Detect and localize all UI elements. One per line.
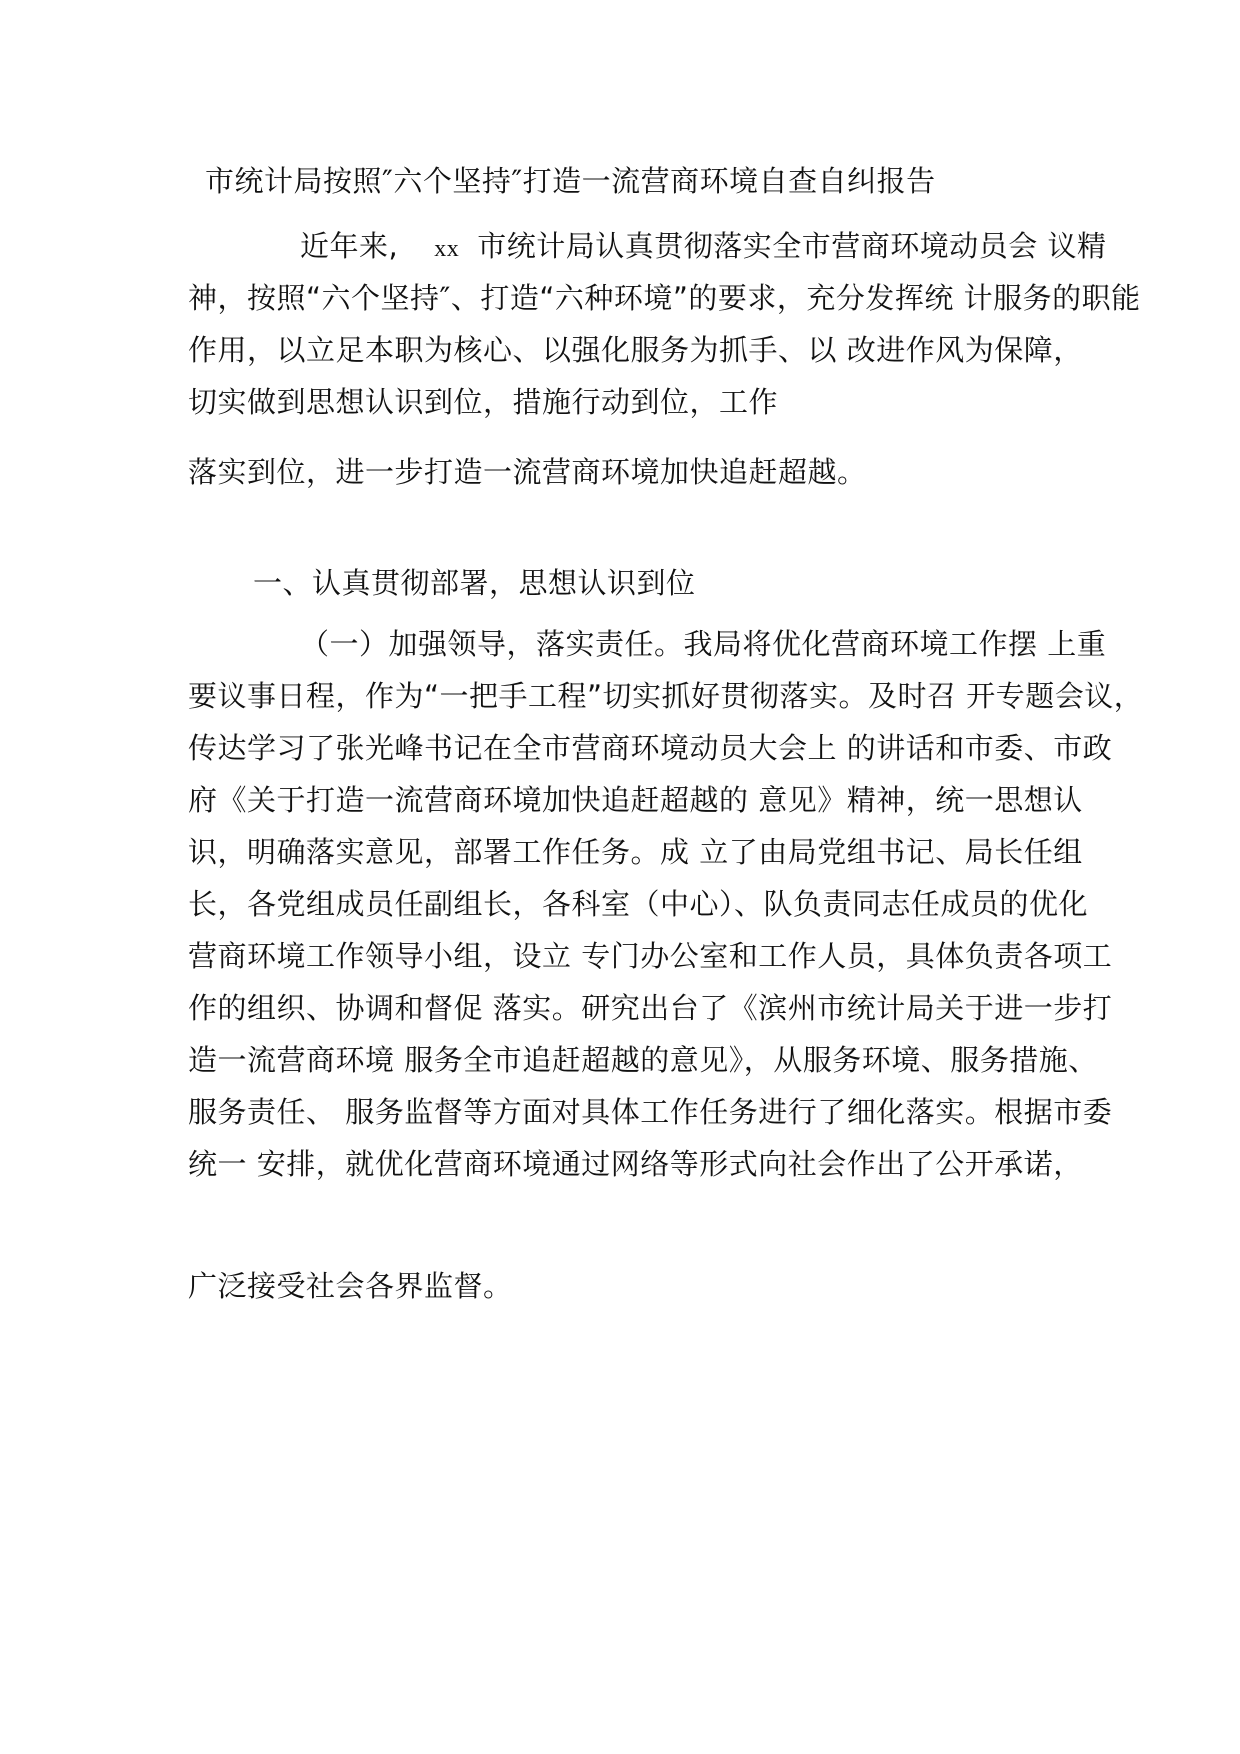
intro-line-3: 作用，以立足本职为核心、以强化服务为抓手、以 改进作风为保障，	[188, 333, 1083, 367]
body-line: 作的组织、协调和督促 落实。研究出台了《滨州市统计局关于进一步打	[188, 991, 1113, 1025]
document-title: 市统计局按照″六个坚持″打造一流营商环境自查自纠报告	[205, 164, 936, 198]
body-line: 要议事日程，作为“一把手工程”切实抓好贯彻落实。及时召 开专题会议，	[188, 679, 1144, 713]
body-line: 服务责任、 服务监督等方面对具体工作任务进行了细化落实。根据市委	[188, 1095, 1113, 1129]
section-heading: 一、认真贯彻部署，思想认识到位	[253, 566, 696, 600]
intro-line-5: 落实到位，进一步打造一流营商环境加快追赶超越。	[188, 455, 867, 489]
body-line: 统一 安排，就优化营商环境通过网络等形式向社会作出了公开承诺，	[188, 1147, 1083, 1181]
body-line: 识，明确落实意见，部署工作任务。成 立了由局党组书记、局长任组	[188, 835, 1083, 869]
intro-line-2: 神，按照“六个坚持″、打造“六种环境”的要求，充分发挥统 计服务的职能	[188, 281, 1141, 315]
intro-line-1-start: 近年来,	[300, 229, 399, 263]
body-line: 长，各党组成员任副组长，各科室（中心）、队负责同志任成员的优化	[188, 887, 1089, 921]
body-line: 府《关于打造一流营商环境加快追赶超越的 意见》精神，统一思想认	[188, 783, 1083, 817]
body-line: 造一流营商环境 服务全市追赶超越的意见》，从服务环境、服务措施、	[188, 1043, 1098, 1077]
intro-placeholder-xx: xx	[434, 236, 460, 262]
body-line: 营商环境工作领导小组，设立 专门办公室和工作人员，具体负责各项工	[188, 939, 1113, 973]
body-line-last: 广泛接受社会各界监督。	[188, 1269, 513, 1303]
body-line: （一）加强领导，落实责任。我局将优化营商环境工作摆 上重	[300, 627, 1107, 661]
intro-line-1-end: 市统计局认真贯彻落实全市营商环境动员会 议精	[477, 229, 1107, 263]
intro-line-1	[300, 228, 1106, 267]
intro-line-4: 切实做到思想认识到位，措施行动到位，工作	[188, 385, 779, 419]
body-line: 传达学习了张光峰书记在全市营商环境动员大会上 的讲话和市委、市政	[188, 731, 1113, 765]
